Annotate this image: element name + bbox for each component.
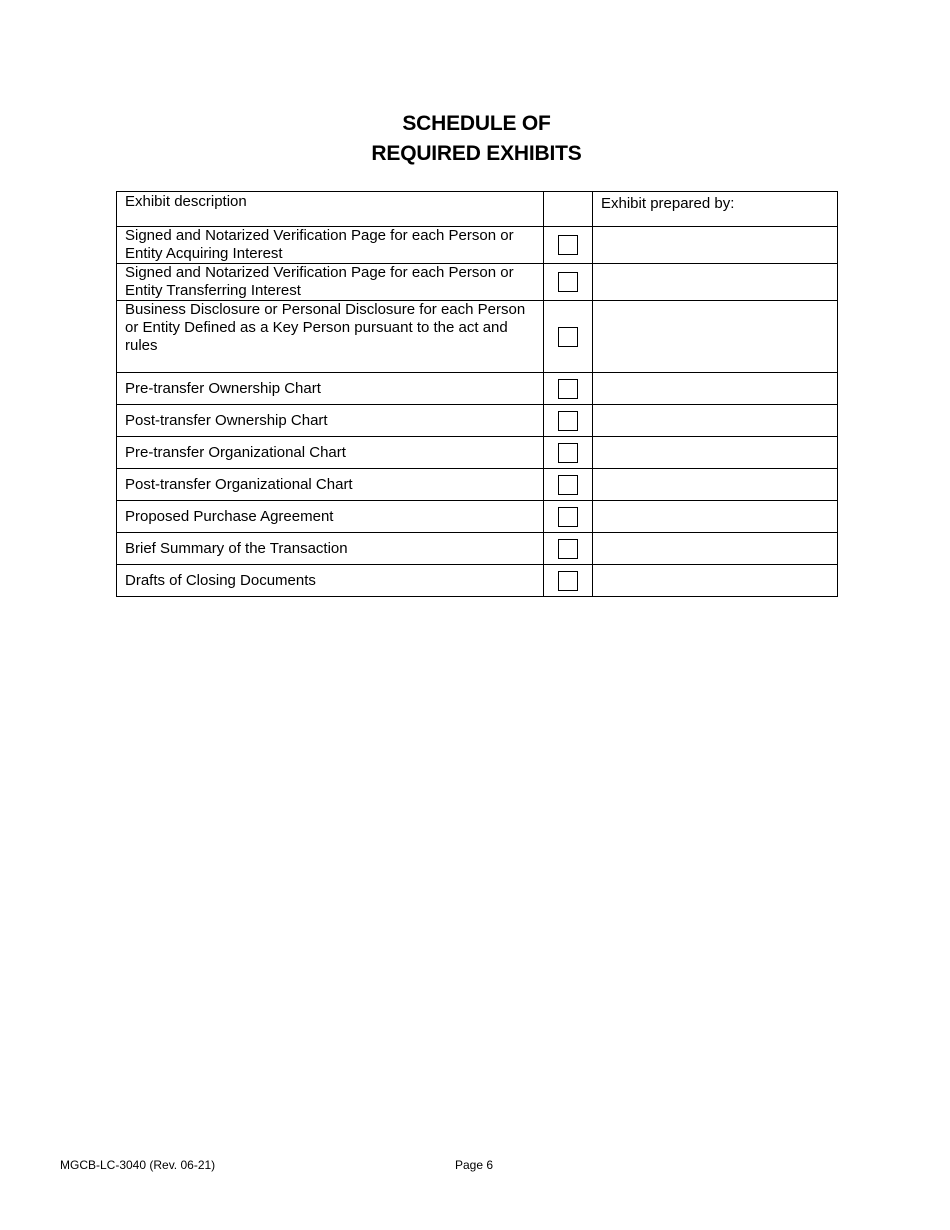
- table-row: [117, 301, 838, 373]
- exhibit-description: Brief Summary of the Transaction: [117, 533, 544, 565]
- table-row: [117, 565, 838, 597]
- exhibit-checkbox[interactable]: [558, 272, 578, 292]
- header-prepared-by: Exhibit prepared by:: [593, 192, 838, 227]
- exhibits-table: [116, 191, 838, 597]
- exhibit-prepared-by-field[interactable]: [593, 227, 838, 264]
- table-row: [117, 373, 838, 405]
- exhibit-checkbox[interactable]: [558, 411, 578, 431]
- exhibit-prepared-by-field[interactable]: [593, 373, 838, 405]
- exhibit-checkbox[interactable]: [558, 507, 578, 527]
- exhibit-checkbox[interactable]: [558, 475, 578, 495]
- exhibit-description: Drafts of Closing Documents: [117, 565, 544, 597]
- exhibit-checkbox[interactable]: [558, 539, 578, 559]
- exhibit-prepared-by-field[interactable]: [593, 533, 838, 565]
- exhibit-checkbox[interactable]: [558, 327, 578, 347]
- table-row: [117, 533, 838, 565]
- table-row: [117, 437, 838, 469]
- exhibit-prepared-by-field[interactable]: [593, 405, 838, 437]
- table-row: [117, 264, 838, 301]
- header-checkbox-column: [544, 192, 593, 227]
- exhibit-checkbox[interactable]: [558, 235, 578, 255]
- exhibit-prepared-by-field[interactable]: [593, 565, 838, 597]
- page-title: [0, 109, 950, 169]
- exhibit-prepared-by-field[interactable]: [593, 469, 838, 501]
- header-description: Exhibit description: [117, 192, 544, 227]
- exhibit-description: Proposed Purchase Agreement: [117, 501, 544, 533]
- title-line-1: SCHEDULE OF: [402, 112, 551, 135]
- exhibit-description: Pre-transfer Organizational Chart: [117, 437, 544, 469]
- page-number: Page 6: [455, 1158, 494, 1172]
- table-row: [117, 501, 838, 533]
- exhibit-description: Post-transfer Organizational Chart: [117, 469, 544, 501]
- table-row: [117, 469, 838, 501]
- exhibit-prepared-by-field[interactable]: [593, 301, 838, 373]
- exhibit-checkbox[interactable]: [558, 379, 578, 399]
- form-id: MGCB-LC-3040 (Rev. 06-21): [60, 1158, 216, 1172]
- exhibit-description: Signed and Notarized Verification Page for each Person or Entity Acquiring Interest: [117, 227, 544, 264]
- exhibit-description: Business Disclosure or Personal Disclosure for each Person or Entity Defined as a Key Person pursuant to the act and rules: [117, 301, 544, 373]
- exhibit-description: Post-transfer Ownership Chart: [117, 405, 544, 437]
- exhibit-prepared-by-field[interactable]: [593, 264, 838, 301]
- exhibit-prepared-by-field[interactable]: [593, 501, 838, 533]
- exhibit-checkbox[interactable]: [558, 571, 578, 591]
- title-line-2: REQUIRED EXHIBITS: [371, 142, 582, 165]
- exhibit-description: Signed and Notarized Verification Page for each Person or Entity Transferring Interest: [117, 264, 544, 301]
- table-row: [117, 227, 838, 264]
- exhibit-description: Pre-transfer Ownership Chart: [117, 373, 544, 405]
- table-row: [117, 405, 838, 437]
- table-header-row: [117, 192, 838, 227]
- exhibit-checkbox[interactable]: [558, 443, 578, 463]
- exhibit-prepared-by-field[interactable]: [593, 437, 838, 469]
